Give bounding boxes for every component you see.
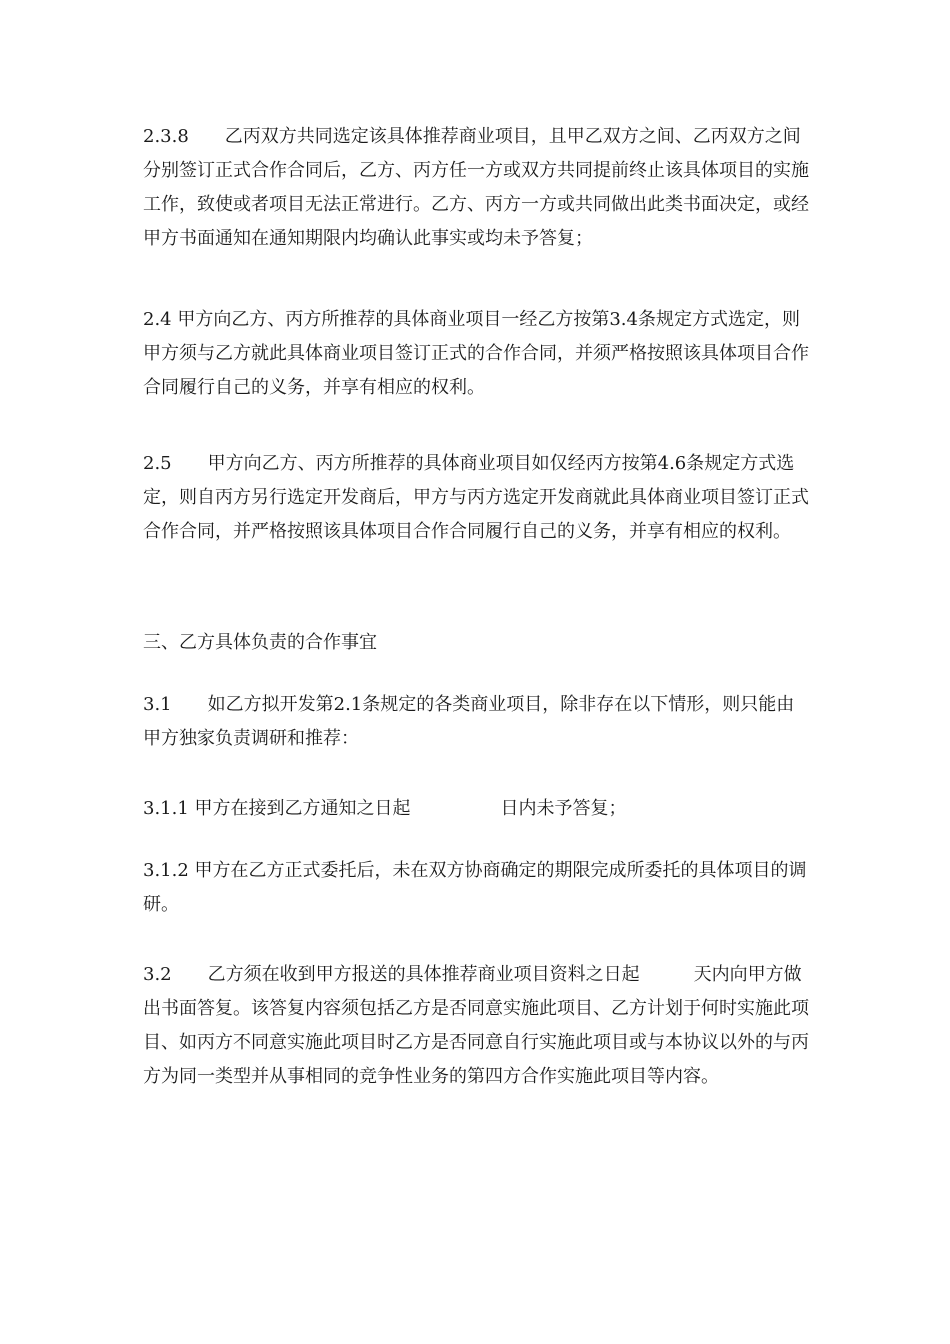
clause-2-3-8: 2.3.8 乙丙双方共同选定该具体推荐商业项目，且甲乙双方之间、乙丙双方之间分别签订正式合作合同后，乙方、丙方任一方或双方共同提前终止该具体项目的实施工作，致使或者项目无法正常进行。乙方、丙方一方或共同做出此类书面决定，或经甲方书面通知在通知期限内均确认此事实或均未予答复； (143, 126, 809, 249)
section-3-heading: 三、乙方具体负责的合作事宜 (143, 632, 377, 653)
clause-2-5: 2.5 甲方向乙方、丙方所推荐的具体商业项目如仅经丙方按第4.6条规定方式选定，则自丙方另行选定开发商后，甲方与丙方选定开发商就此具体商业项目签订正式合作合同，并严格按照该具体项目合作合同履行自己的义务，并享有相应的权利。 (143, 453, 809, 542)
clause-3-2: 3.2 乙方须在收到甲方报送的具体推荐商业项目资料之日起 天内向甲方做出书面答复。该答复内容须包括乙方是否同意实施此项目、乙方计划于何时实施此项目、如丙方不同意实施此项目时乙方是否同意自行实施此项目或与本协议以外的与丙方为同一类型并从事相同的竞争性业务的第四方合作实施此项目等内容。 (143, 964, 809, 1087)
clause-2-4: 2.4 甲方向乙方、丙方所推荐的具体商业项目一经乙方按第3.4条规定方式选定，则甲方须与乙方就此具体商业项目签订正式的合作合同，并须严格按照该具体项目合作合同履行自己的义务，并享有相应的权利。 (143, 309, 809, 398)
clause-3-1-1: 3.1.1 甲方在接到乙方通知之日起 日内未予答复； (143, 798, 627, 819)
clause-3-1: 3.1 如乙方拟开发第2.1条规定的各类商业项目，除非存在以下情形，则只能由甲方独家负责调研和推荐： (143, 694, 795, 749)
clause-3-1-2: 3.1.2 甲方在乙方正式委托后，未在双方协商确定的期限完成所委托的具体项目的调研。 (143, 860, 807, 915)
